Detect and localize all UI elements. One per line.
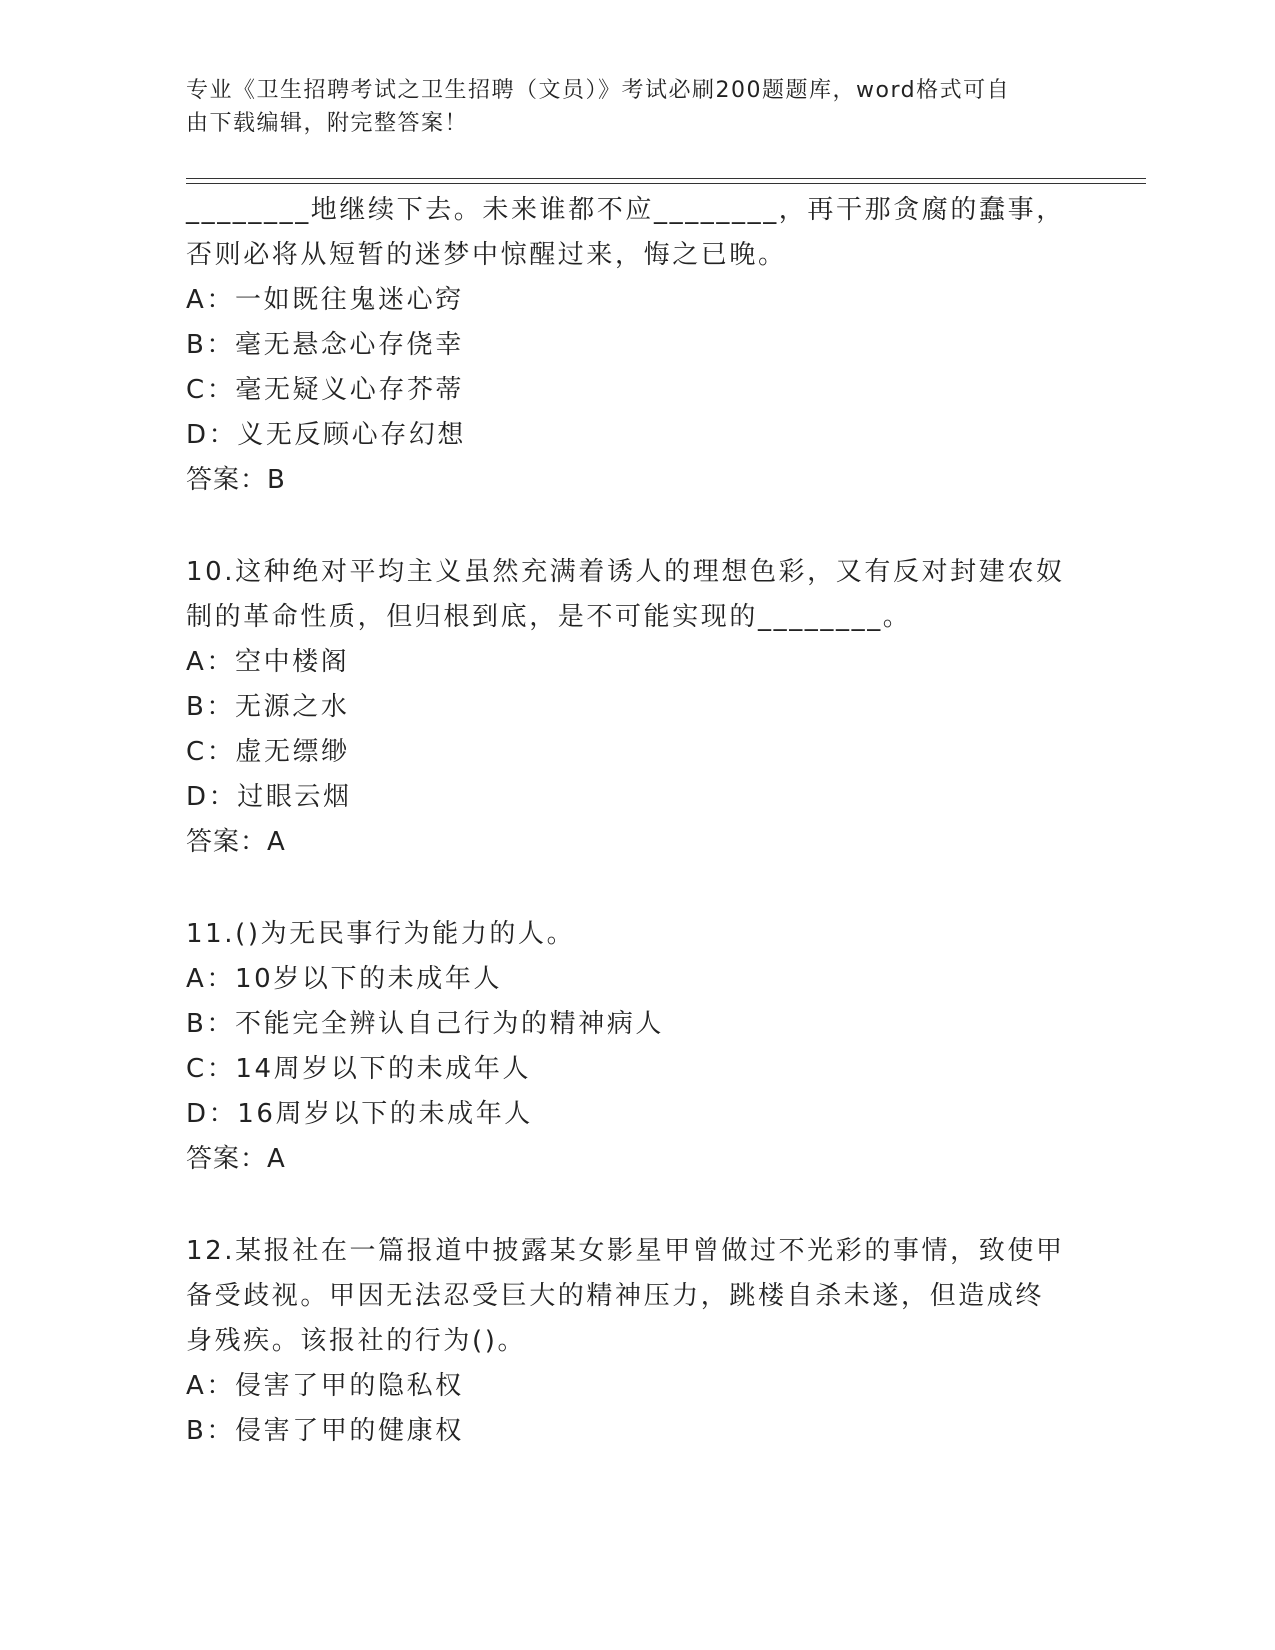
spacer — [186, 503, 1096, 550]
question-block — [186, 1229, 1096, 1454]
option-a: A：10岁以下的未成年人 — [186, 964, 503, 994]
option-b: B：毫无悬念心存侥幸 — [186, 330, 464, 360]
spacer — [186, 1182, 1096, 1229]
option-b: B：不能完全辨认自己行为的精神病人 — [186, 1009, 665, 1039]
option-c: C：14周岁以下的未成年人 — [186, 1054, 532, 1084]
answer-line: 答案：A — [186, 1144, 286, 1174]
question-block — [186, 550, 1096, 865]
question-block — [186, 188, 1096, 503]
option-d: D：过眼云烟 — [186, 782, 352, 812]
question-stem: 身残疾。该报社的行为()。 — [186, 1326, 527, 1356]
answer-line: 答案：B — [186, 465, 286, 495]
question-block — [186, 912, 1096, 1182]
option-a: A：侵害了甲的隐私权 — [186, 1371, 464, 1401]
option-a: A：一如既往鬼迷心窍 — [186, 285, 464, 315]
option-b: B：无源之水 — [186, 692, 350, 722]
question-stem: ________地继续下去。未来谁都不应________，再干那贪腐的蠢事， — [186, 195, 1065, 225]
question-stem: 否则必将从短暂的迷梦中惊醒过来，悔之已晚。 — [186, 240, 787, 270]
question-stem: 10.这种绝对平均主义虽然充满着诱人的理想色彩，又有反对封建农奴 — [186, 557, 1065, 587]
document-header — [186, 74, 1086, 140]
option-c: C：虚无缥缈 — [186, 737, 350, 767]
answer-line: 答案：A — [186, 827, 286, 857]
header-divider-bottom — [186, 183, 1146, 184]
question-stem: 11.()为无民事行为能力的人。 — [186, 919, 576, 949]
option-a: A：空中楼阁 — [186, 647, 350, 677]
option-b: B：侵害了甲的健康权 — [186, 1416, 464, 1446]
question-list — [186, 188, 1096, 1454]
header-line-2: 由下载编辑，附完整答案！ — [186, 111, 469, 136]
question-stem: 备受歧视。甲因无法忍受巨大的精神压力，跳楼自杀未遂，但造成终 — [186, 1281, 1045, 1311]
header-line-1: 专业《卫生招聘考试之卫生招聘（文员）》考试必刷200题题库，word格式可自 — [186, 78, 1011, 103]
header-divider-top — [186, 178, 1146, 179]
option-c: C：毫无疑义心存芥蒂 — [186, 375, 465, 405]
option-d: D：义无反顾心存幻想 — [186, 420, 467, 450]
option-d: D：16周岁以下的未成年人 — [186, 1099, 533, 1129]
question-stem: 制的革命性质，但归根到底，是不可能实现的________。 — [186, 602, 912, 632]
question-stem: 12.某报社在一篇报道中披露某女影星甲曾做过不光彩的事情，致使甲 — [186, 1236, 1065, 1266]
spacer — [186, 865, 1096, 912]
